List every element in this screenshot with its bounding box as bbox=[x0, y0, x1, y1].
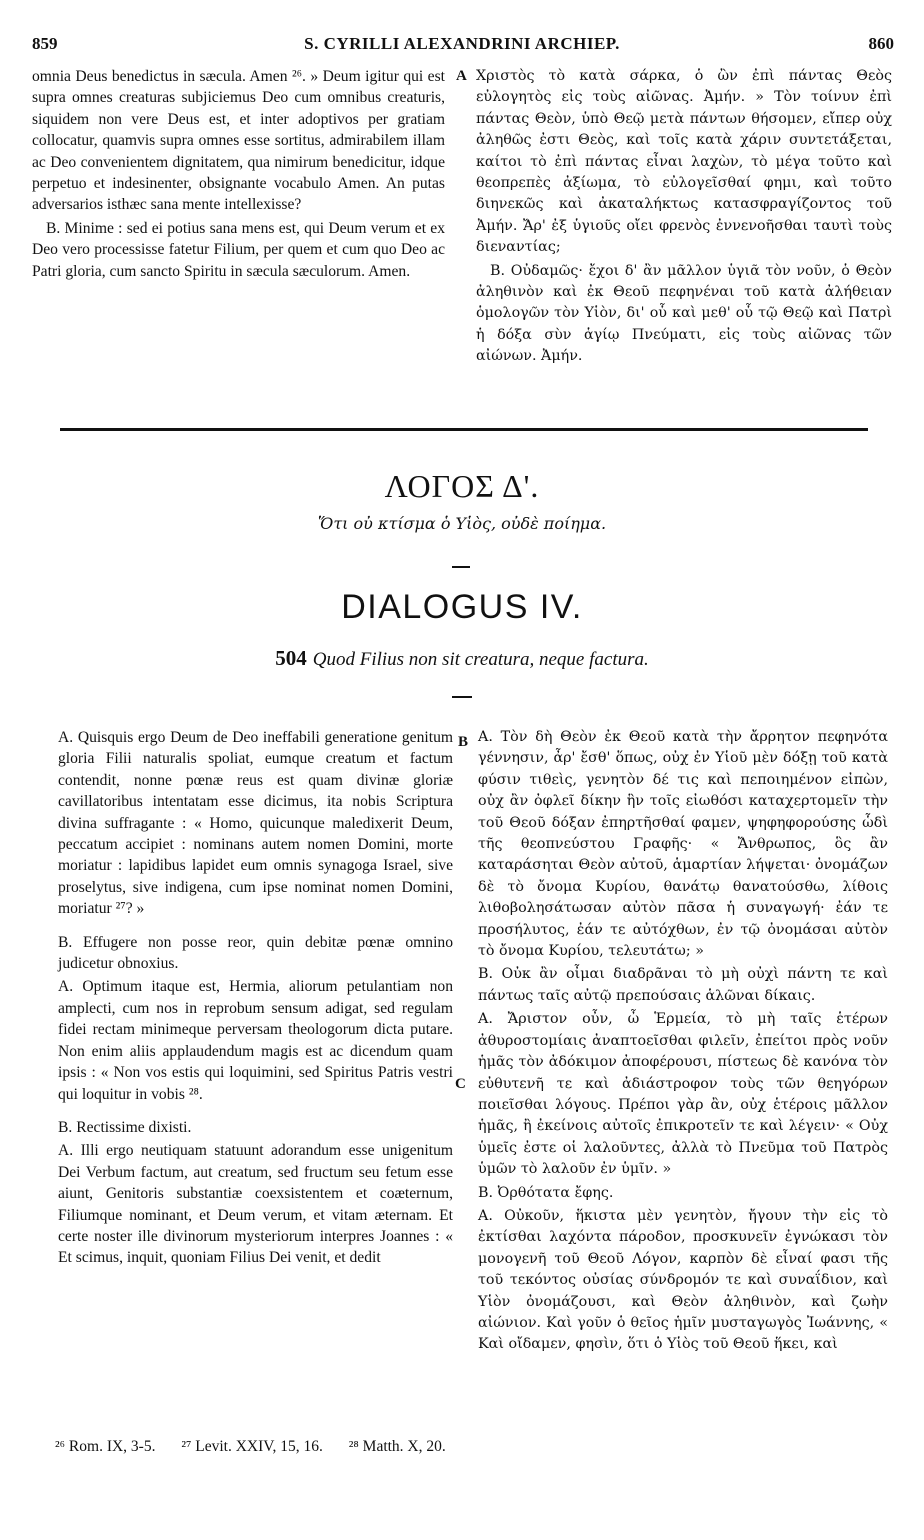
footnotes bbox=[55, 1438, 468, 1456]
latin-paragraph: B. Rectissime dixisti. bbox=[58, 1118, 192, 1136]
latin-paragraph: omnia Deus benedictus in sæcula. Amen ²⁶. » Deum igitur qui est supra omnes creaturas subjiciemus Deo cum omnibus creaturis, siquidem non vere Deus est, et inter adoptivos per gratiam collocatur, quamvis supra omnes esse sortitus, admirabilem illam ac Deo convenientem dignitatem, qua nimirum benedicitur, idque perpetuo et indesinenter, obsignante vocabulo Amen. An putas adversarios isthæc sana mente intellexisse? bbox=[32, 68, 445, 214]
ornament-dash bbox=[452, 566, 470, 568]
section-divider bbox=[60, 428, 868, 431]
latin-paragraph: B. Effugere non posse reor, quin debitæ pœnæ omnino judicetur obnoxius. bbox=[58, 933, 453, 973]
page-number-left: 859 bbox=[32, 34, 58, 53]
top-latin-column bbox=[32, 66, 445, 282]
latin-paragraph: A. Illi ergo neutiquam statuunt adorandum esse unigenitum Dei Verbum factum, aut creatum, sed fructum seu fetum esse aiunt, Genitoris substantiæ coexsistentem et coæternum, Filiumque nominant, et Deum verum, et vitam æternam. Et certe noster ille divinorum mysteriorum interpres Joannes : « Et scimus, inquit, quoniam Filius Dei venit, et dedit bbox=[58, 1142, 453, 1267]
footnote: ²⁶ Rom. IX, 3-5. bbox=[55, 1438, 156, 1455]
greek-paragraph: Α. Τὸν δὴ Θεὸν ἐκ Θεοῦ κατὰ τὴν ἄρρητον πεφηνότα γέννησιν, ἆρ' ἔσθ' ὅπως, οὐχ ἐν Υἱοῦ μὲν δόξῃ τοῦ κατὰ φύσιν τιθεὶς, γενητὸν δέ τις καὶ πεποιημένον εἰπὼν, οὐχ ἂν ὀφλεῖ δίκην ἣν τοῖς εἰωθόσι καταχερτομεῖν τὴν τοῦ Θεοῦ δόξαν ἐπηρτῆσθαί φαμεν, ψηφηφορούσης ὧδὶ τῆς θεοπνεύστου Γραφῆς· « Ἄνθρωπος, ὃς ἂν καταράσηται Θεὸν αὐτοῦ, ἁμαρτίαν λήψεται· ὀνομάζων δὲ τὸ ὄνομα Κυρίου, θανάτῳ θανατούσθω, λίθοις λιθοβολησάτωσαν αὐτὸν πᾶσα ἡ συναγωγή· ἐάν τε προσήλυτος, ἐάν τε αὐτόχθων, ἐν τῷ ὀνομάσαι αὐτὸν τὸ ὄνομα Κυρίου, τελευτάτω; » bbox=[478, 729, 888, 960]
greek-paragraph: Β. Οὐκ ἂν οἶμαι διαδρᾶναι τὸ μὴ οὐχὶ πάντη τε καὶ πάντως ταῖς αὐτῷ πρεπούσαις ἁλῶναι δίκαις. bbox=[478, 966, 888, 1004]
top-greek-column bbox=[476, 66, 892, 368]
greek-paragraph: Β. Οὐδαμῶς· ἔχοι δ' ἂν μᾶλλον ὑγιᾶ τὸν νοῦν, ὁ Θεὸν ἀληθινὸν καὶ ἐκ Θεοῦ πεφηνέναι τοῦ κατὰ ἀλήθειαν ὁμολογῶν τὸν Υἱὸν, δι' οὗ καὶ μεθ' οὗ τῷ Θεῷ καὶ Πατρὶ ἡ δόξα σὺν ἁγίῳ Πνεύματι, εἰς τοὺς αἰῶνας τῶν αἰώνων. Ἀμήν. bbox=[476, 262, 892, 365]
latin-paragraph: A. Optimum itaque est, Hermia, aliorum petulantiam non amplecti, cum nos in reprobum sensum adigat, sed regulam fidei rectam minimeque perversam theologorum dicta putare. Non enim aliis applaudendum magis est ac dicendum quam ipsis : « Non vos estis qui loquimini, sed Spiritus Patris vestri qui loquitur in vobis ²⁸. bbox=[58, 978, 453, 1103]
greek-paragraph: Α. Ἄριστον οὖν, ὦ Ἑρμεία, τὸ μὴ ταῖς ἑτέρων ἀθυροστομίαις ἀναπτοεῖσθαι φιλεῖν, ἐπείτοι πρὸς νοῦν ἡμᾶς τὸν ἀδόκιμον ἀποφέρουσι, πίστεως δὲ κανόνα τὸν εὐθυτενῆ τε καὶ ἀδιάστροφον τοὺς τῶν θεηγόρων ποιεῖσθαι λόγους. Πρέποι γὰρ ἂν, οὐχ ἑτέροις μᾶλλον ἡμᾶς, ἢ ἐκείνοις αὐτοῖς ἐπικροτεῖν τε καὶ λέγειν· « Οὐχ ὑμεῖς ἐστε οἱ λαλοῦντες, ἀλλὰ τὸ Πνεῦμα τοῦ Πατρὸς ὑμῶν τὸ λαλοῦν ἐν ὑμῖν. » bbox=[478, 1011, 888, 1178]
bottom-latin-column bbox=[58, 727, 453, 1269]
column-number: 504 bbox=[275, 646, 307, 670]
footnote: ²⁸ Matth. X, 20. bbox=[348, 1438, 446, 1455]
latin-paragraph: A. Quisquis ergo Deum de Deo ineffabili generatione genitum gloria Filii naturalis spoliat, eumque creatum et factum contendit, nonne pœnæ reus est quam divinæ gloriæ cavillatoribus intentatam esse dicimus, ita nobis Scriptura divina suffragante : « Homo, quicunque maledixerit Deum, peccatum accipiet : nominans autem nomen Domini, morte moriatur : lapidibus lapidet eum omnis synagoga Israel, sive proselytus, sive indigena, cum ipse nominat nomen Domini, moriatur ²⁷? » bbox=[58, 729, 453, 918]
greek-paragraph: Β. Ὀρθότατα ἔφης. bbox=[478, 1184, 614, 1201]
latin-paragraph: B. Minime : sed ei potius sana mens est, qui Deum verum et ex Deo vero processisse fatetur Filium, per quem et cum quo Deo ac Patri gloria, cum sancto Spiritu in sæcula sæculorum. Amen. bbox=[32, 219, 445, 280]
latin-subtitle bbox=[0, 646, 924, 671]
greek-subtitle: Ὅτι οὐ κτίσμα ὁ Υἱὸς, οὐδὲ ποίημα. bbox=[317, 514, 607, 533]
running-header bbox=[0, 34, 924, 62]
latin-subtitle-text: Quod Filius non sit creatura, neque factura. bbox=[312, 649, 649, 670]
margin-letter-c: C bbox=[455, 1076, 466, 1092]
ornament-dash bbox=[452, 696, 472, 698]
page-number-right: 860 bbox=[868, 34, 894, 53]
latin-title: DIALOGUS IV. bbox=[341, 588, 583, 626]
greek-paragraph: Χριστὸς τὸ κατὰ σάρκα, ὁ ὢν ἐπὶ πάντας Θεὸς εὐλογητὸς εἰς τοὺς αἰῶνας. Ἀμήν. » Τὸν τοίνυν ἐπὶ πάντας Θεὸν, ὑπὸ Θεῷ μετὰ πάντων θήσομεν, εἴπερ οὐχ ἀληθῶς ἐστι Θεὸς, καὶ τοῖς κατὰ χάριν συντετάξεται, καίτοι τὸ ἐπὶ πάντας εἶναι λαχὼν, τὸ μέγα τοῦτο καὶ θεοπρεπὲς ἀξίωμα, τὸ εὐλογεῖσθαί φημι, καὶ τοῦτο διηνεκῶς καὶ ἀκαταλήκτως κατασφραγίζοντος τοῦ Ἀμήν. Ἄρ' ἐξ ὑγιοῦς οἴει φρενὸς ἐννενοῆσθαι ταυτὶ τοὺς διεναντίας; bbox=[476, 68, 892, 256]
footnote: ²⁷ Levit. XXIV, 15, 16. bbox=[181, 1438, 323, 1455]
running-title: S. CYRILLI ALEXANDRINI ARCHIEP. bbox=[304, 34, 620, 53]
greek-title: ΛΟΓΟΣ Δ'. bbox=[384, 468, 540, 504]
bottom-greek-column bbox=[478, 727, 888, 1356]
margin-letter-b: B bbox=[458, 734, 469, 750]
greek-paragraph: Α. Οὐκοῦν, ἥκιστα μὲν γενητὸν, ἤγουν τὴν εἰς τὸ ἐκτίσθαι λαχόντα πάροδον, προσκυνεῖν ἐγνώκασι τὸν μονογενῆ τοῦ Θεοῦ Λόγον, καρπὸν δὲ εἶναί φασι τῆς τοῦ τεκόντος οὐσίας σύνδρομόν τε καὶ συναΐδιον, καὶ Υἱὸν ὀνομάζουσι, καὶ Θεὸν ἀληθινὸν, καὶ ζωὴν αἰώνιον. Καὶ γοῦν ὁ θεῖος ἡμῖν μυσταγωγὸς Ἰωάννης, « Καὶ οἴδαμεν, φησὶν, ὅτι ὁ Υἱὸς τοῦ Θεοῦ ἥκει, καὶ bbox=[478, 1207, 888, 1353]
margin-letter-a: A bbox=[456, 68, 467, 84]
